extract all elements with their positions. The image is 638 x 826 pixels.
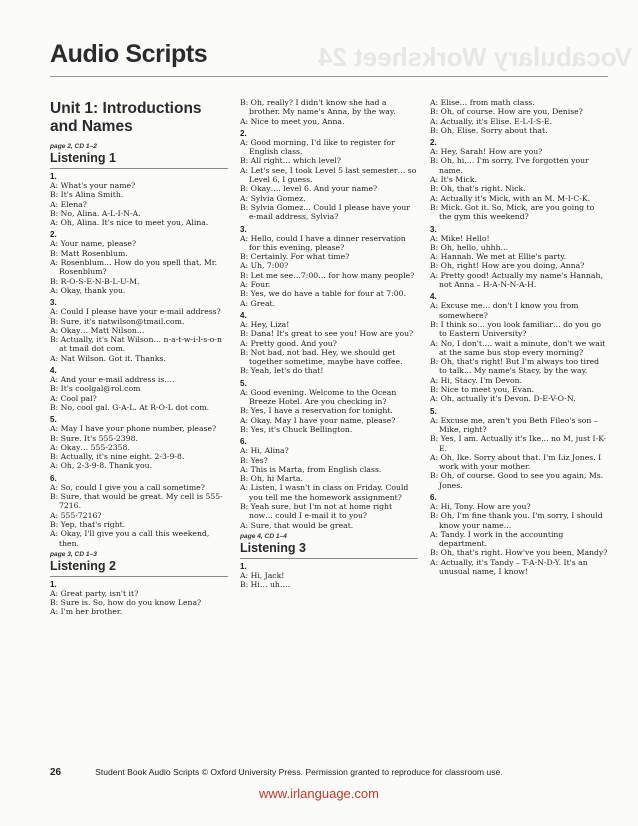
dialogue-line: A: What's your name? — [50, 181, 136, 190]
dialogue-line: A: Sylvia Gomez. — [240, 193, 306, 203]
dialogue-line: B: Oh, hello, uhhh… — [430, 242, 509, 252]
dialogue-line: A: Tandy. I work in the accounting department. — [430, 529, 564, 549]
column-1 — [50, 98, 228, 617]
dialogue-line: A: This is Marta, from English class. — [240, 464, 382, 474]
dialogue-line: B: Yes? — [240, 455, 268, 465]
dialogue-line: B: Oh, that's right! But I'm always too tired to talk... My name's Stacy, by the way. — [430, 357, 600, 376]
dialogue-line: A: Hannah. We met at Ellie's party. — [430, 252, 567, 262]
dialogue-line: A: Oh, 2-3-9-8. Thank you. — [50, 461, 153, 471]
dialogue-line: A: Let's see, I took Level 5 last semester… so Level 6, I guess. — [240, 165, 417, 185]
dialogue-line: B: Hi… uh…. — [240, 580, 291, 590]
dialogue-line: B: Okay…. level 6. And your name? — [240, 184, 378, 194]
dialogue-line: A: Okay… 555-2358. — [50, 442, 130, 452]
dialogue-line: A: I'm her brother. — [50, 607, 123, 617]
dialogue-line: A: Cool pal? — [50, 393, 97, 403]
dialogue-line: B: Yes, we do have a table for four at 7:00. — [240, 289, 406, 299]
dialogue-line: B: It's coolgal@rol.com — [50, 384, 141, 394]
dialogue-line: B: Sure. It's 555-2398. — [50, 433, 138, 443]
dialogue-line: A: It's Mick. — [430, 175, 477, 185]
dialogue-line: B: Yep, that's right. — [50, 519, 126, 529]
dialogue-line: B: It's Alina Smith. — [50, 190, 124, 200]
dialogue-line: B: Oh, I'm fine thank you. I'm sorry, I should know your name… — [430, 511, 603, 530]
dialogue-line: B: Sure is. So, how do you know Lena? — [50, 598, 202, 608]
dialogue-line: B: Oh, hi,… I'm sorry, I've forgotten your name. — [430, 156, 589, 175]
dialogue-line: B: Mick. Got it. So, Mick, are you going to the gym this weekend? — [430, 202, 595, 222]
dialogue-line: B: Oh, that's right. Nick. — [430, 184, 526, 194]
section-heading: Listening 2 — [50, 559, 228, 577]
dialogue-line: A: And your e-mail address is…. — [50, 375, 175, 385]
dialogue-line: A: Elena? — [50, 199, 87, 209]
dialogue-line: A: Pretty good. And you? — [240, 338, 337, 348]
dialogue-line: A: So, could I give you a call sometime? — [50, 482, 205, 492]
dialogue-line: B: Actually, it's nine eight. 2-3-9-8. — [50, 452, 185, 462]
exchange-number: 5. — [240, 378, 247, 388]
dialogue-line: A: Your name, please? — [50, 239, 137, 249]
dialogue-line: A: Okay. May I have your name, please? — [240, 415, 396, 425]
dialogue-line: A: Actually, it's Elise. E-L-I-S-E. — [430, 116, 553, 126]
dialogue-line: A: Hey, Liza! — [240, 319, 290, 329]
page-footer — [50, 767, 608, 778]
section-heading: Listening 1 — [50, 151, 228, 169]
dialogue-line: A: Oh, Ike. Sorry about that. I'm Liz Jones. I work with your mother. — [430, 452, 602, 472]
dialogue-line: A: Nice to meet you, Anna. — [240, 116, 345, 126]
page-reference: page 3, CD 1–3 — [50, 550, 97, 558]
dialogue-line: A: Elise… from math class. — [430, 98, 535, 107]
dialogue-line: B: All right… which level? — [240, 156, 341, 166]
dialogue-line: B: Nice to meet you, Evan. — [430, 385, 534, 395]
exchange-number: 4. — [430, 292, 437, 302]
dialogue-line: B: Yes, I have a reservation for tonight. — [240, 406, 393, 416]
dialogue-line: A: Hi, Jack! — [240, 570, 285, 580]
exchange-number: 3. — [50, 298, 57, 308]
dialogue-line: B: No, cool gal. G-A-L. At R-O-L dot com. — [50, 402, 210, 412]
dialogue-line: A: Oh, actually it's Devon. D-E-V-O-N. — [430, 394, 576, 404]
dialogue-line: B: Oh, Elise. Sorry about that. — [430, 125, 548, 135]
dialogue-line: B: Oh, right! How are you doing, Anna? — [430, 261, 585, 271]
dialogue-line: A: Uh, 7:00? — [240, 261, 289, 271]
dialogue-line: B: Matt Rosenblum. — [50, 248, 128, 258]
dialogue-line: A: Hi, Stacy. I'm Devon. — [430, 375, 523, 385]
dialogue-line: B: I think so… you look familiar… do you go to Eastern University? — [430, 319, 601, 339]
exchange-number: 1. — [50, 579, 57, 589]
dialogue-line: B: Actually, it's Nat Wilson… n-a-t-w-i-l-s-o-n at tmail dot com. — [50, 335, 222, 354]
exchange-number: 1. — [50, 172, 57, 181]
dialogue-line: A: Excuse me, aren't you Beth Fileo's son – Mike, right? — [430, 415, 598, 434]
section-heading: Listening 3 — [240, 541, 418, 559]
dialogue-line: A: Oh, Alina. It's nice to meet you, Alina. — [50, 218, 209, 228]
exchange-number: 4. — [50, 366, 57, 376]
dialogue-line: A: Hey, Sarah! How are you? — [430, 147, 543, 157]
title-divider — [50, 76, 608, 77]
dialogue-line: A: Nat Wilson. Got it. Thanks. — [50, 353, 166, 363]
dialogue-line: B: Yeah, let's do that! — [240, 366, 324, 376]
page-title: Audio Scripts — [50, 40, 208, 68]
page-reference: page 4, CD 1–4 — [240, 532, 287, 540]
dialogue-line: A: Okay, I'll give you a call this weekend, then. — [50, 529, 210, 548]
dialogue-line: B: Yes, it's Chuck Bellington. — [240, 424, 353, 434]
dialogue-line: A: Pretty good! Actually my name's Hannah, not Anna – H-A-N-N-A-H. — [430, 270, 603, 290]
exchange-number: 6. — [50, 473, 57, 483]
page-reference: page 2, CD 1–2 — [50, 143, 97, 150]
dialogue-line: B: Oh, really? I didn't know she had a brother. My name's Anna, by the way. — [240, 98, 396, 117]
dialogue-line: A: Great party, isn't it? — [50, 588, 139, 598]
exchange-number: 5. — [430, 406, 437, 416]
dialogue-line: B: Yeah sure, but I'm not at home right now… could I e-mail it to you? — [240, 501, 393, 521]
dialogue-line: A: Four. — [240, 280, 271, 290]
dialogue-line: A: Good evening. Welcome to the Ocean Breeze Hotel. Are you checking in? — [240, 387, 397, 407]
exchange-number: 2. — [240, 128, 247, 138]
dialogue-line: B: Oh, hi Marta. — [240, 474, 303, 484]
footer-text: Student Book Audio Scripts © Oxford University Press. Permission granted to reproduce for classroom use. — [95, 767, 503, 777]
dialogue-line: B: R-O-S-E-N-B-L-U-M. — [50, 276, 140, 286]
exchange-number: 3. — [430, 224, 437, 234]
dialogue-line: B: Sylvia Gomez… Could I please have your e-mail address, Sylvia? — [240, 202, 411, 222]
unit-title: Unit 1: Introductions and Names — [50, 100, 202, 135]
exchange-number: 5. — [50, 415, 57, 425]
exchange-number: 2. — [430, 138, 437, 148]
page-number: 26 — [50, 767, 62, 778]
exchange-number: 6. — [240, 437, 247, 447]
bleed-through-text: Vocabulary Worksheet 24 — [318, 42, 633, 72]
dialogue-line: A: Hi, Alina? — [240, 446, 289, 456]
dialogue-line: B: Dana! It's great to see you! How are you? — [240, 329, 414, 339]
dialogue-line: A: Okay, thank you. — [50, 285, 126, 295]
dialogue-line: B: Oh, of course. Good to see you again, Ms. Jones. — [430, 471, 604, 490]
dialogue-line: A: Rosenblum... How do you spell that, Mr. Rosenblum? — [50, 258, 218, 277]
dialogue-line: A: Hello, could I have a dinner reservation for this evening, please? — [240, 233, 406, 252]
column-3 — [430, 98, 608, 576]
website-watermark: www.irlanguage.com — [259, 786, 379, 801]
dialogue-line: A: Great. — [240, 298, 276, 308]
exchange-number: 3. — [240, 224, 247, 234]
exchange-number: 6. — [430, 492, 437, 502]
dialogue-line: A: Sure, that would be great. — [240, 520, 354, 530]
dialogue-line: A: Good morning, I'd like to register for English class. — [240, 137, 395, 157]
dialogue-line: A: Excuse me… don't I know you from somewhere? — [430, 301, 579, 320]
dialogue-line: B: Let me see…7:00… for how many people? — [240, 270, 415, 280]
dialogue-line: B: Oh, of course. How are you, Denise? — [430, 107, 583, 117]
dialogue-line: B: Sure, it's natwilson@tmail.com. — [50, 316, 185, 326]
dialogue-line: A: No, I don't…. wait a minute, don't we wait at the same bus stop every morning? — [430, 338, 606, 357]
dialogue-line: A: Actually it's Mick, with an M. M-I-C-K. — [430, 193, 591, 203]
dialogue-line: A: Could I please have your e-mail address? — [50, 307, 221, 317]
dialogue-line: B: Sure, that would be great. My cell is 555-7216. — [50, 492, 223, 511]
dialogue-line: B: Not bad, not bad. Hey, we should get together sometime, maybe have coffee. — [240, 347, 403, 367]
dialogue-line: A: Hi, Tony. How are you? — [430, 501, 531, 511]
dialogue-line: A: Actually, it's Tandy – T-A-N-D-Y. It's an unusual name, I know! — [430, 557, 588, 577]
dialogue-line: B: Certainly. For what time? — [240, 252, 350, 262]
dialogue-line: A: 555-7216? — [50, 510, 102, 520]
dialogue-line: A: May I have your phone number, please? — [50, 424, 217, 434]
dialogue-line: A: Okay… Matt Nilson… — [50, 325, 145, 335]
dialogue-line: A: Listen, I wasn't in class on Friday. Could you tell me the homework assignment? — [240, 483, 409, 502]
column-2 — [240, 98, 418, 589]
dialogue-line: B: Oh, that's right. How've you been, Mandy? — [430, 548, 608, 558]
dialogue-line: A: Mike! Hello! — [430, 233, 490, 243]
dialogue-line: B: Yes, I am. Actually it's Ike... no M, just I-K-E. — [430, 434, 606, 453]
exchange-number: 1. — [240, 561, 247, 571]
exchange-number: 2. — [50, 230, 57, 240]
dialogue-line: B: No, Alina. A-L-I-N-A. — [50, 208, 141, 218]
exchange-number: 4. — [240, 310, 247, 320]
